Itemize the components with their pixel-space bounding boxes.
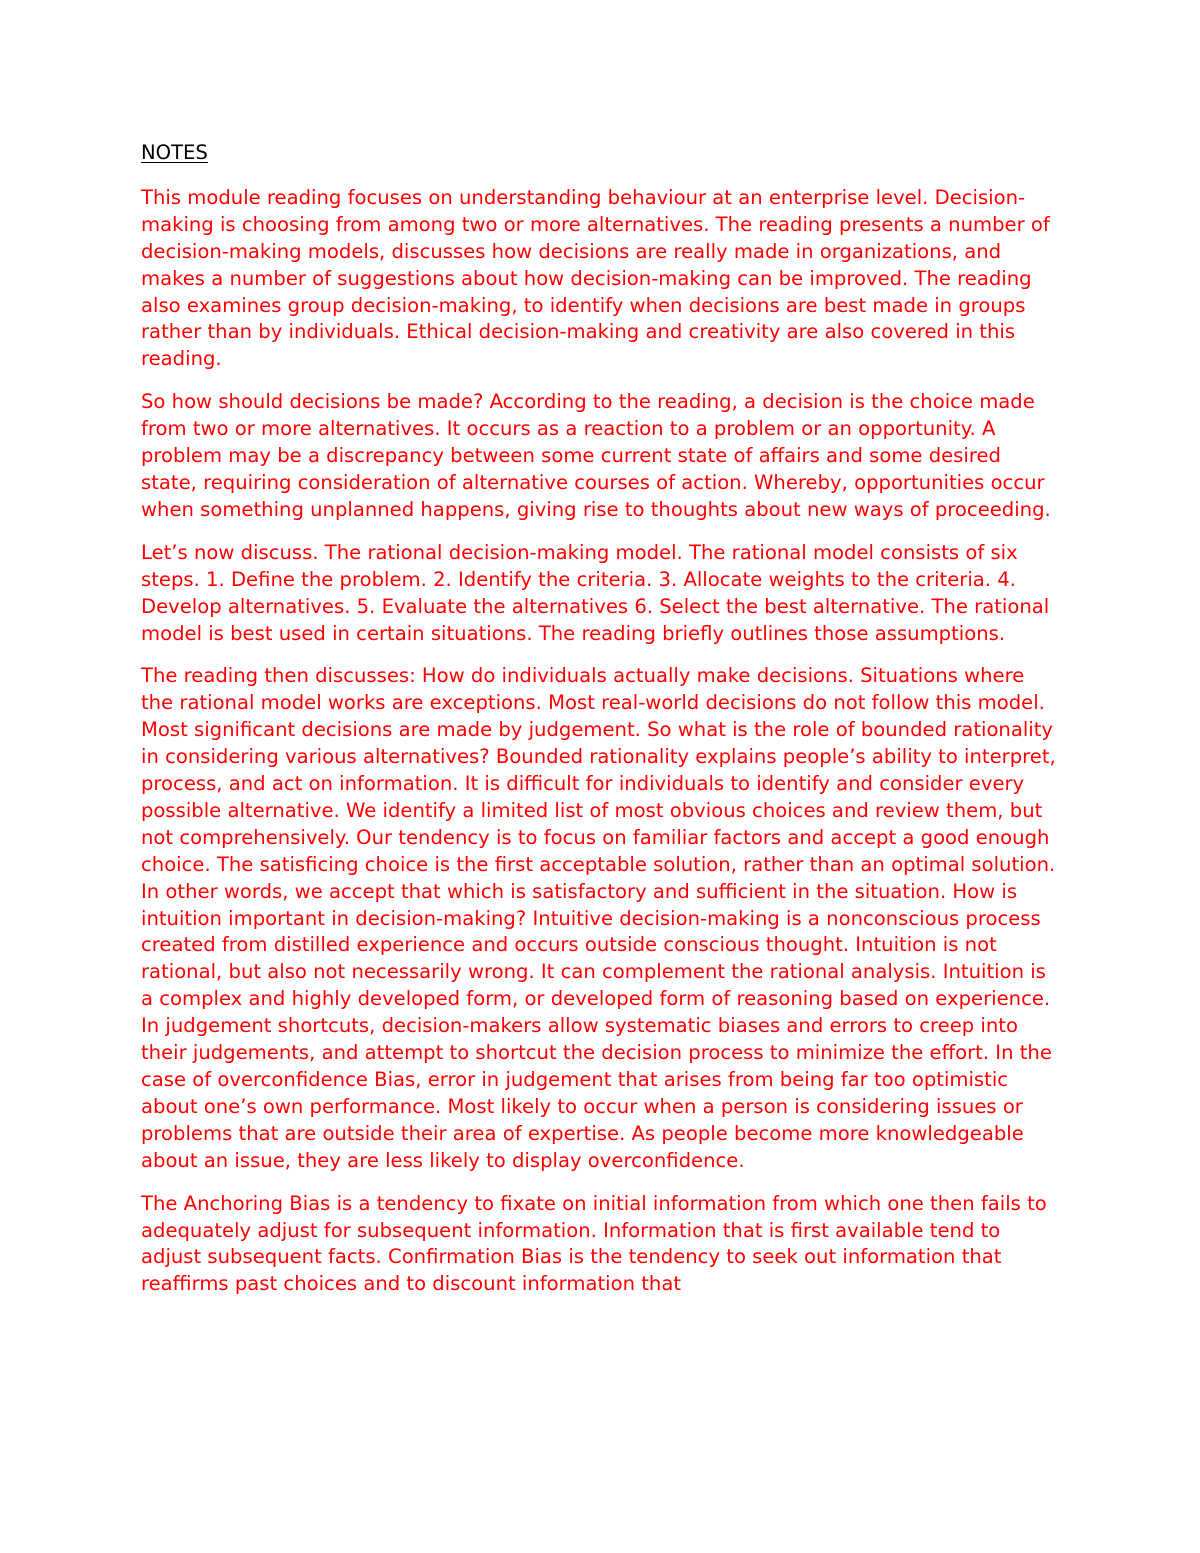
paragraph-bounded-rationality: The reading then discusses: How do individuals actually make decisions. Situations where the rational model works are exceptions. Most real-world decisions do not follow this model. Most significant decisions are made by judgement. So what is the role of bounded rationality in considering various alternatives? Bounded rationality explains people’s ability to interpret, process, and act on information. It is difficult for individuals to identify and consider every possible alternative. We identify a limited list of most obvious choices and review them, but not comprehensively. Our tendency is to focus on familiar factors and accept a good enough choice. The satisficing choice is the first acceptable solution, rather than an optimal solution. In other words, we accept that which is satisfactory and sufficient in the situation. How is intuition important in decision-making? Intuitive decision-making is a nonconscious process created from distilled experience and occurs outside conscious thought. Intuition is not rational, but also not necessarily wrong. It can complement the rational analysis. Intuition is a complex and highly developed form, or developed form of reasoning based on experience. In judgement shortcuts, decision-makers allow systematic biases and errors to creep into their judgements, and attempt to shortcut the decision process to minimize the effort. In the case of overconfidence Bias, error in judgement that arises from being far too optimistic about one’s own performance. Most likely to occur when a person is considering issues or problems that are outside their area of expertise. As people become more knowledgeable about an issue, they are less likely to display overconfidence. — [141, 664, 1056, 1172]
paragraph-intro: This module reading focuses on understanding behaviour at an enterprise level. Decision-making is choosing from among two or more alternatives. The reading presents a number of decision-making models, discusses how decisions are really made in organizations, and makes a number of suggestions about how decision-making can be improved. The reading also examines group decision-making, to identify when decisions are best made in groups rather than by individuals. Ethical decision-making and creativity are also covered in this reading. — [141, 185, 1050, 371]
notes-heading: NOTES — [141, 141, 208, 164]
paragraph-anchoring-bias: The Anchoring Bias is a tendency to fixate on initial information from which one then fails to adequately adjust for subsequent information. Information that is first available tend to adjust subsequent facts. Confirmation Bias is the tendency to seek out information that reaffirms past choices and to discount information that — [141, 1191, 1047, 1296]
paragraph-decisions: So how should decisions be made? According to the reading, a decision is the choice made from two or more alternatives. It occurs as a reaction to a problem or an opportunity. A problem may be a discrepancy between some current state of affairs and some desired state, requiring consideration of alternative courses of action. Whereby, opportunities occur when something unplanned happens, giving rise to thoughts about new ways of proceeding. — [141, 390, 1051, 521]
document-body — [141, 140, 1061, 1314]
paragraph-rational-model: Let’s now discuss. The rational decision-making model. The rational model consists of six steps. 1. Define the problem. 2. Identify the criteria. 3. Allocate weights to the criteria. 4. Develop alternatives. 5. Evaluate the alternatives 6. Select the best alternative. The rational model is best used in certain situations. The reading briefly outlines those assumptions. — [141, 540, 1050, 645]
